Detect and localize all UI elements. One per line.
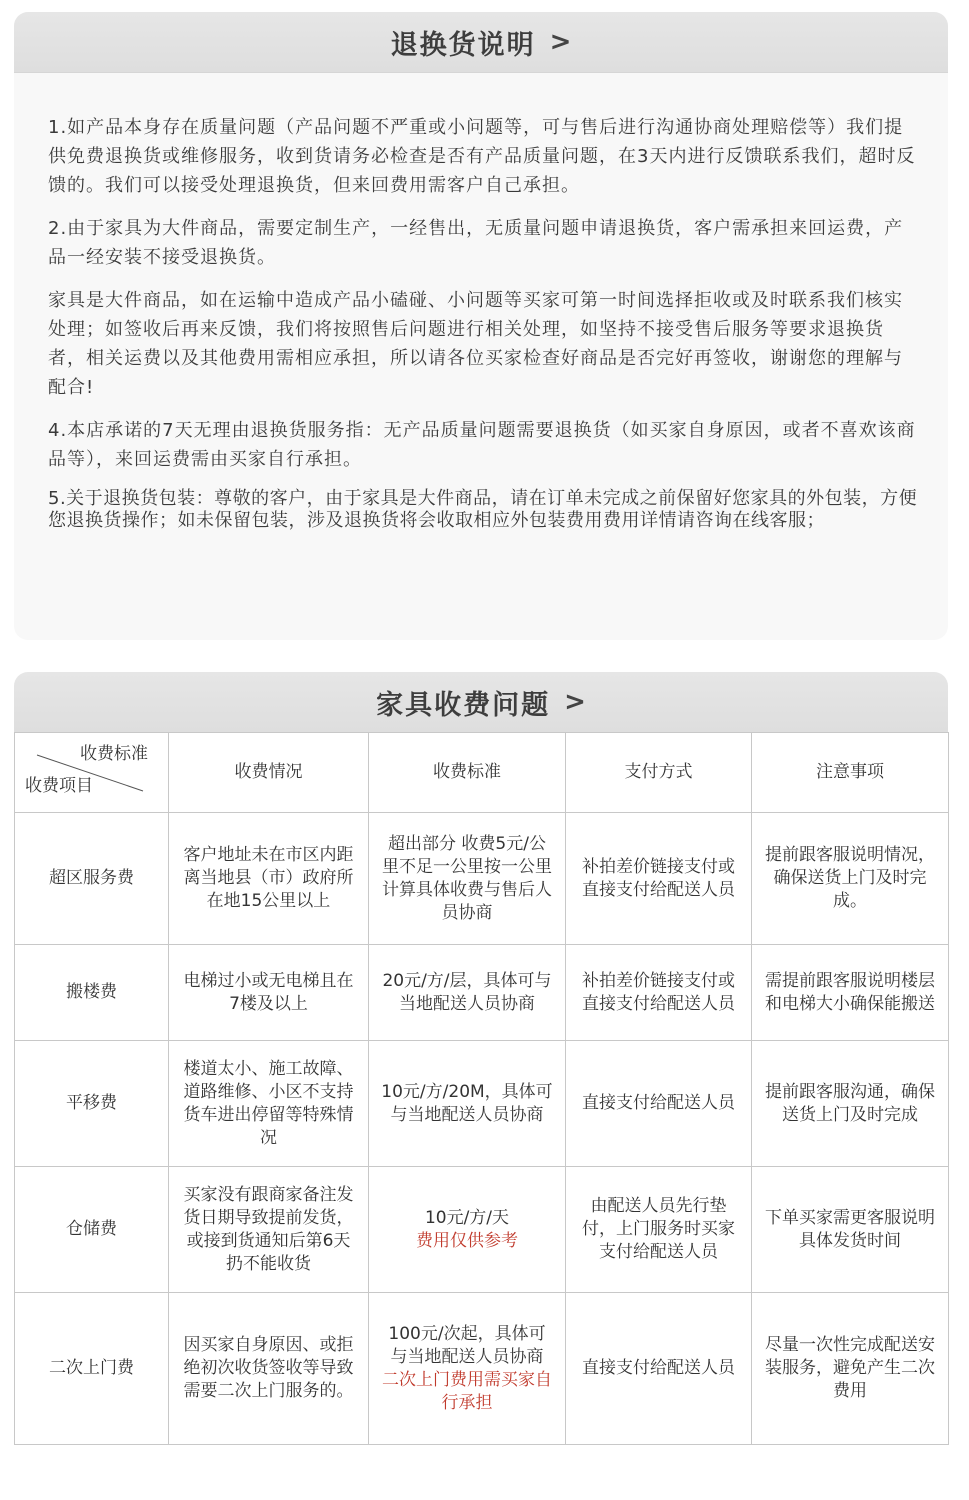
fee-standard <box>369 813 566 945</box>
policy-note-5: 5.关于退换货包装：尊敬的客户，由于家具是大件商品，请在订单未完成之前保留好您家具的外包装，方便您退换货操作；如未保留包装，涉及退换货将会收取相应外包装费用费用详情请咨询在线客服； <box>48 488 918 531</box>
fee-payment: 直接支付给配送人员 <box>566 1293 752 1445</box>
chevron-right-icon: > <box>549 27 572 57</box>
fee-situation: 电梯过小或无电梯且在7楼及以上 <box>169 945 369 1041</box>
fee-standard-text: 20元/方/层，具体可与当地配送人员协商 <box>382 970 552 1014</box>
fee-payment: 补拍差价链接支付或直接支付给配送人员 <box>566 945 752 1041</box>
column-header: 收费情况 <box>169 733 369 813</box>
fee-standard <box>369 945 566 1041</box>
table-row <box>15 1167 949 1293</box>
table-row <box>15 945 949 1041</box>
fee-situation: 因买家自身原因、或拒绝初次收货签收等导致需要二次上门服务的。 <box>169 1293 369 1445</box>
fee-title: 家具收费问题 <box>376 689 551 721</box>
fee-situation: 买家没有跟商家备注发货日期导致提前发货，或接到货通知后第6天扔不能收货 <box>169 1167 369 1293</box>
policy-note-4: 4.本店承诺的7天无理由退换货服务指：无产品质量问题需要退换货（如买家自身原因，或者不喜欢该商品等），来回运费需由买家自行承担。 <box>48 420 916 470</box>
fee-panel <box>14 672 948 1448</box>
fee-notice: 下单买家需更客服说明具体发货时间 <box>752 1167 949 1293</box>
corner-label-standard: 收费标准 <box>80 744 148 764</box>
fee-standard-text: 100元/次起，具体可与当地配送人员协商 <box>388 1323 546 1367</box>
return-policy-notes <box>14 73 948 532</box>
fee-item: 二次上门费 <box>15 1293 169 1445</box>
fee-notice: 尽量一次性完成配送安装服务，避免产生二次费用 <box>752 1293 949 1445</box>
fee-payment: 直接支付给配送人员 <box>566 1041 752 1167</box>
policy-note-1: 1.如产品本身存在质量问题（产品问题不严重或小问题等，可与售后进行沟通协商处理赔偿等）我们提供免费退换货或维修服务，收到货请务必检查是否有产品质量问题，在3天内进行反馈联系我们，超时反馈的。我们可以接受处理退换货，但来回费用需客户自己承担。 <box>48 117 916 196</box>
corner-header-cell <box>15 733 169 813</box>
fee-standard-note: 费用仅供参考 <box>416 1230 518 1251</box>
fee-item: 平移费 <box>15 1041 169 1167</box>
fee-standard-text: 超出部分 收费5元/公里不足一公里按一公里计算具体收费与售后人员协商 <box>382 833 552 923</box>
column-header: 支付方式 <box>566 733 752 813</box>
table-row <box>15 813 949 945</box>
table-header-row <box>15 733 949 813</box>
fee-notice: 提前跟客服沟通，确保送货上门及时完成 <box>752 1041 949 1167</box>
fee-standard-text: 10元/方/20M，具体可与当地配送人员协商 <box>381 1081 553 1125</box>
fee-payment: 由配送人员先行垫付，上门服务时买家支付给配送人员 <box>566 1167 752 1293</box>
fee-payment: 补拍差价链接支付或直接支付给配送人员 <box>566 813 752 945</box>
fee-notice: 需提前跟客服说明楼层和电梯大小确保能搬送 <box>752 945 949 1041</box>
fee-standard <box>369 1167 566 1293</box>
fee-table <box>14 732 949 1445</box>
fee-item: 超区服务费 <box>15 813 169 945</box>
fee-standard-note: 二次上门费用需买家自行承担 <box>382 1369 552 1413</box>
policy-note-3: 家具是大件商品，如在运输中造成产品小磕碰、小问题等买家可第一时间选择拒收或及时联系我们核实处理；如签收后再来反馈，我们将按照售后问题进行相关处理，如坚持不接受售后服务等要求退换货者，相关运费以及其他费用需相应承担，所以请各位买家检查好商品是否完好再签收，谢谢您的理解与配合! <box>48 290 903 398</box>
column-header: 收费标准 <box>369 733 566 813</box>
fee-situation: 客户地址未在市区内距离当地县（市）政府所在地15公里以上 <box>169 813 369 945</box>
fee-notice: 提前跟客服说明情况，确保送货上门及时完成。 <box>752 813 949 945</box>
return-policy-title: 退换货说明 <box>390 29 536 61</box>
fee-item: 搬楼费 <box>15 945 169 1041</box>
table-row <box>15 1293 949 1445</box>
fee-standard-text: 10元/方/天 <box>424 1207 510 1228</box>
fee-standard <box>369 1293 566 1445</box>
fee-standard <box>369 1041 566 1167</box>
return-policy-panel <box>14 12 948 640</box>
policy-note-2: 2.由于家具为大件商品，需要定制生产，一经售出，无质量问题申请退换货，客户需承担来回运费，产品一经安装不接受退换货。 <box>48 218 904 268</box>
table-row <box>15 1041 949 1167</box>
return-policy-header <box>14 12 948 73</box>
fee-header <box>14 672 948 733</box>
corner-label-item: 收费项目 <box>25 776 93 796</box>
column-header: 注意事项 <box>752 733 949 813</box>
chevron-right-icon: > <box>564 687 586 717</box>
fee-situation: 楼道太小、施工故障、道路维修、小区不支持货车进出停留等特殊情况 <box>169 1041 369 1167</box>
fee-item: 仓储费 <box>15 1167 169 1293</box>
